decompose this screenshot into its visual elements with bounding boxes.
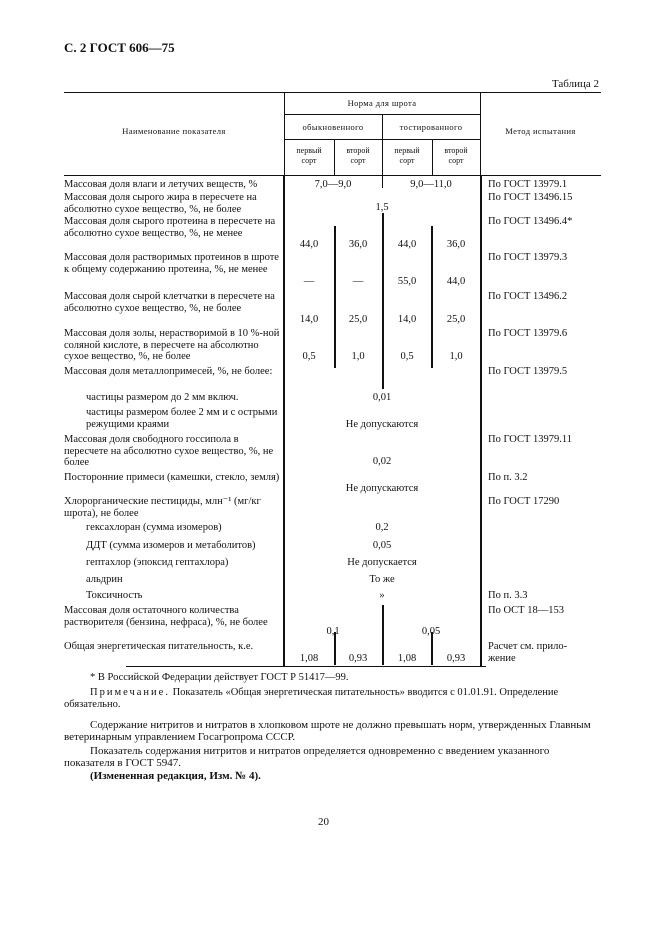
row-gossypol-name: Массовая доля свободного госсипола в пересчете на абсолютно сухое вещество, %, не более bbox=[64, 434, 274, 468]
row-fiber-v4: 25,0 bbox=[446, 314, 466, 325]
row-gossypol-method: По ГОСТ 13979.11 bbox=[488, 434, 573, 445]
row-energy-v1: 1,08 bbox=[299, 653, 319, 664]
row-fat-name: Массовая доля сырого жира в пересчете на абсолютно сухое вещество, %, не более bbox=[64, 192, 257, 215]
page-header: С. 2 ГОСТ 606—75 bbox=[64, 40, 175, 55]
row-moisture-ordinary: 7,0—9,0 bbox=[314, 179, 352, 190]
row-soluble-v2: — bbox=[352, 276, 364, 287]
body-divider-right bbox=[480, 176, 482, 666]
row-ash-v2: 1,0 bbox=[351, 351, 365, 362]
table-note: Примечание. Показатель «Общая энергетическая питательность» вводится с 01.01.91. Определение обязательно. bbox=[64, 687, 559, 710]
row-pesticides-method: По ГОСТ 17290 bbox=[488, 496, 560, 507]
row-ash-v1: 0,5 bbox=[302, 351, 316, 362]
page-number: 20 bbox=[318, 816, 329, 828]
row-aldrin-value: То же bbox=[369, 574, 395, 585]
row-energy-v4: 0,93 bbox=[446, 653, 466, 664]
row-moisture-name: Массовая доля влаги и летучих веществ, % bbox=[64, 179, 258, 190]
row-fiber-v3: 14,0 bbox=[397, 314, 417, 325]
col-grade-4: второй сорт bbox=[444, 146, 468, 165]
row-soluble-v3: 55,0 bbox=[397, 276, 417, 287]
row-metal-small-name: частицы размером до 2 мм включ. bbox=[86, 392, 239, 403]
row-hch-value: 0,2 bbox=[375, 522, 389, 533]
row-soluble-v1: — bbox=[303, 276, 315, 287]
row-energy-name: Общая энергетическая питательность, к.е. bbox=[64, 641, 254, 652]
row-soluble-method: По ГОСТ 13979.3 bbox=[488, 252, 568, 263]
row-protein-v2: 36,0 bbox=[348, 239, 368, 250]
row-metal-large-value: Не допускаются bbox=[345, 419, 419, 430]
row-moisture-method: По ГОСТ 13979.1 bbox=[488, 179, 568, 190]
row-protein-method: По ГОСТ 13496.4* bbox=[488, 216, 573, 227]
row-foreign-name: Посторонние примеси (камешки, стекло, земля) bbox=[64, 472, 280, 483]
row-ash-v4: 1,0 bbox=[449, 351, 463, 362]
col-toasted-header: тостированного bbox=[399, 122, 463, 132]
table-label: Таблица 2 bbox=[551, 78, 599, 90]
paragraph-nitrites-limit: Содержание нитритов и нитратов в хлопковом шроте не должно превышать норм, утвержденных Главным ветеринарным управлением Госагропрома СССР. bbox=[64, 719, 591, 743]
row-soluble-name: Массовая доля растворимых протеинов в шроте к общему содержанию протеина, %, не менее bbox=[64, 252, 279, 275]
row-fiber-v1: 14,0 bbox=[299, 314, 319, 325]
row-toxicity-method: По п. 3.3 bbox=[488, 590, 528, 601]
row-pesticides-name: Хлорорганические пестициды, млн⁻¹ (мг/кг шрота), не более bbox=[64, 496, 261, 519]
row-soluble-v4: 44,0 bbox=[446, 276, 466, 287]
row-ash-v3: 0,5 bbox=[400, 351, 414, 362]
col-ordinary-header: обыкновенного bbox=[302, 122, 364, 132]
body-divider-grade-2 bbox=[431, 226, 433, 368]
row-ddt-value: 0,05 bbox=[372, 540, 392, 551]
col-grade-2: второй сорт bbox=[346, 146, 370, 165]
row-protein-name: Массовая доля сырого протеина в пересчете на абсолютно сухое вещество, %, не менее bbox=[64, 216, 276, 239]
row-gossypol-value: 0,02 bbox=[372, 456, 392, 467]
row-solvent-toasted: 0,05 bbox=[421, 626, 441, 637]
row-aldrin-name: альдрин bbox=[86, 574, 123, 585]
footnote: * В Российской Федерации действует ГОСТ Р 51417—99. bbox=[90, 672, 349, 683]
header-bottom-border bbox=[64, 175, 601, 176]
col-grade-3: первый сорт bbox=[394, 146, 420, 165]
body-divider-types-a bbox=[382, 213, 384, 389]
row-ash-name: Массовая доля золы, нерастворимой в 10 %-ной соляной кислоте, в пересчете на абсолютно сухое вещество, %, не более bbox=[64, 328, 280, 362]
row-ddt-name: ДДТ (сумма изомеров и метаболитов) bbox=[86, 540, 256, 551]
row-metal-large-name: частицы размером более 2 мм и с острыми режущими краями bbox=[86, 407, 278, 430]
edition-note: (Измененная редакция, Изм. № 4). bbox=[90, 770, 261, 782]
row-toxicity-name: Токсичность bbox=[86, 590, 143, 601]
row-fiber-method: По ГОСТ 13496.2 bbox=[488, 291, 568, 302]
col-norm-header: Норма для шрота bbox=[347, 98, 417, 108]
row-solvent-name: Массовая доля остаточного количества растворителя (бензина, нефраса), %, не более bbox=[64, 605, 268, 628]
row-metal-name: Массовая доля металлопримесей, %, не более: bbox=[64, 366, 273, 377]
row-foreign-value: Не допускаются bbox=[345, 483, 419, 494]
row-protein-v3: 44,0 bbox=[397, 239, 417, 250]
row-fiber-name: Массовая доля сырой клетчатки в пересчете на абсолютно сухое вещество, %, не более bbox=[64, 291, 275, 314]
row-metal-method: По ГОСТ 13979.5 bbox=[488, 366, 568, 377]
row-energy-method: Расчет см. прило- жение bbox=[488, 641, 568, 664]
row-fat-value: 1,5 bbox=[375, 202, 389, 213]
row-energy-v3: 1,08 bbox=[397, 653, 417, 664]
row-solvent-method: По ОСТ 18—153 bbox=[488, 605, 564, 616]
table-bottom-border bbox=[126, 666, 486, 667]
row-fiber-v2: 25,0 bbox=[348, 314, 368, 325]
table-top-border bbox=[64, 92, 601, 93]
row-ash-method: По ГОСТ 13979.6 bbox=[488, 328, 568, 339]
col-grade-1: первый сорт bbox=[296, 146, 322, 165]
row-hch-name: гексахлоран (сумма изомеров) bbox=[86, 522, 222, 533]
row-protein-v1: 44,0 bbox=[299, 239, 319, 250]
paragraph-nitrites-method: Показатель содержания нитритов и нитратов определяется одновременно с введением указанного показателя в ГОСТ 5947. bbox=[64, 745, 550, 769]
col-name-header: Наименование показателя bbox=[122, 126, 226, 136]
col-method-header: Метод испытания bbox=[505, 126, 576, 136]
row-moisture-toasted: 9,0—11,0 bbox=[410, 179, 452, 190]
row-fat-method: По ГОСТ 13496.15 bbox=[488, 192, 573, 203]
row-heptachlor-name: гептахлор (эпоксид гептахлора) bbox=[86, 557, 229, 568]
row-protein-v4: 36,0 bbox=[446, 239, 466, 250]
row-heptachlor-value: Не допускается bbox=[347, 557, 417, 568]
row-metal-small-value: 0,01 bbox=[372, 392, 392, 403]
row-energy-v2: 0,93 bbox=[348, 653, 368, 664]
row-solvent-ordinary: 0,1 bbox=[326, 626, 340, 637]
row-foreign-method: По п. 3.2 bbox=[488, 472, 528, 483]
row-toxicity-value: » bbox=[379, 590, 385, 601]
